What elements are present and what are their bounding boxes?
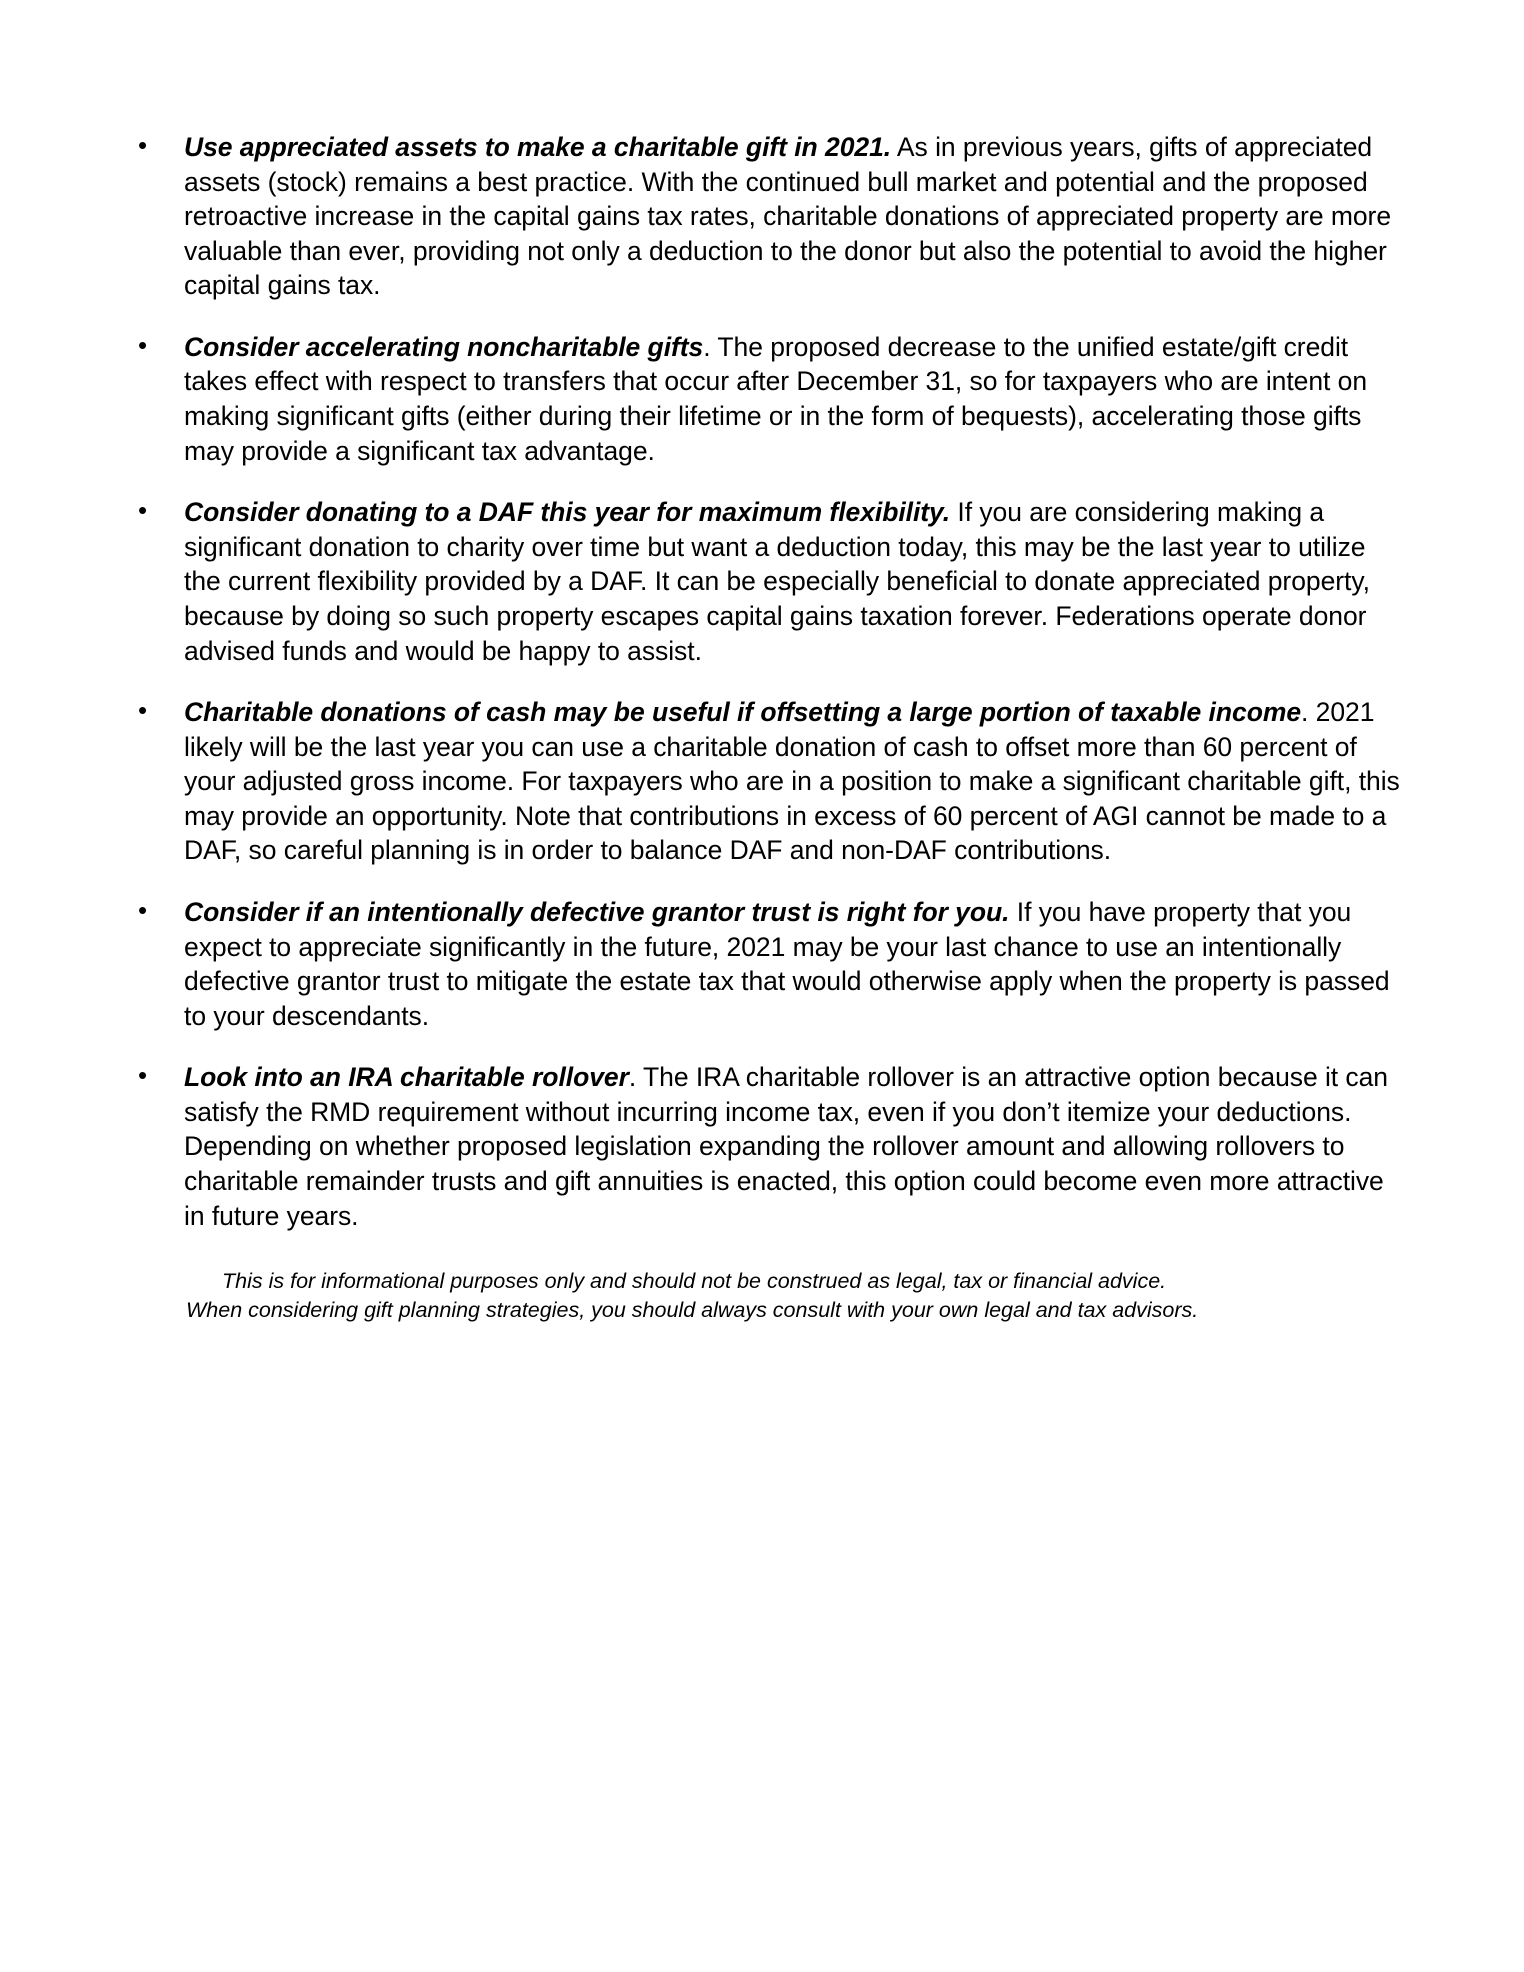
list-item [128,1060,1404,1233]
disclaimer-note [186,1267,1344,1324]
list-item-lead: Consider if an intentionally defective grantor trust is right for you. [184,896,1010,927]
list-item [128,895,1404,1033]
disclaimer-line-1: This is for informational purposes only and should not be construed as legal, tax or financial advice. [222,1269,1167,1294]
list-item-body: If you are considering making a significant donation to charity over time but want a deduction today, this may be the last year to utilize the current flexibility provided by a DAF. It can be especially beneficial to donate appreciated property, because by doing so such property escapes capital gains taxation forever. Federations operate donor advised funds and would be happy to assist. [184,497,1370,666]
list-item-lead: Use appreciated assets to make a charitable gift in 2021. [184,132,892,162]
list-item-body: . 2021 likely will be the last year you can use a charitable donation of cash to offset more than 60 percent of your adjusted gross income. For taxpayers who are in a position to make a significant charitable gift, this may provide an opportunity. Note that contributions in excess of 60 percent of AGI cannot be made to a DAF, so careful planning is in order to balance DAF and non-DAF contributions. [184,697,1400,866]
list-item-lead: Look into an IRA charitable rollover [184,1062,629,1093]
list-item-lead: Consider accelerating noncharitable gifts [184,331,704,362]
list-item [128,495,1404,668]
bullet-marker: • [138,130,148,160]
list-item-lead: Charitable donations of cash may be useful if offsetting a large portion of taxable income [184,697,1302,728]
disclaimer-line-2: When considering gift planning strategies, you should always consult with your own legal and tax advisors. [186,1297,1199,1322]
bullet-marker: • [138,329,148,360]
list-item-lead: Consider donating to a DAF this year for maximum flexibility. [184,497,951,528]
bullet-marker: • [138,1060,148,1091]
list-item-body: If you have property that you expect to appreciate significantly in the future, 2021 may be your last chance to use an intentionally defective grantor trust to mitigate the estate tax that would otherwise apply when the property is passed to your descendants. [184,896,1390,1031]
bullet-marker: • [138,495,148,526]
list-item-body: . The proposed decrease to the unified estate/gift credit takes effect with respect to transfers that occur after December 31, so for taxpayers who are intent on making significant gifts (either during their lifetime or in the form of bequests), accelerating those gifts may provide a significant tax advantage. [184,331,1368,466]
list-item [128,695,1404,868]
list-item-body: . The IRA charitable rollover is an attractive option because it can satisfy the RMD requirement without incurring income tax, even if you don’t itemize your deductions. Depending on whether proposed legislation expanding the rollover amount and allowing rollovers to charitable remainder trusts and gift annuities is enacted, this option could become even more attractive in future years. [184,1062,1388,1231]
tax-tips-bullet-list [128,130,1404,1233]
list-item [128,130,1404,303]
list-item-body: As in previous years, gifts of appreciated assets (stock) remains a best practice. With the continued bull market and potential and the proposed retroactive increase in the capital gains tax rates, charitable donations of appreciated property are more valuable than ever, providing not only a deduction to the donor but also the potential to avoid the higher capital gains tax. [184,132,1392,301]
bullet-marker: • [138,695,148,726]
bullet-marker: • [138,894,148,925]
list-item [128,330,1404,468]
